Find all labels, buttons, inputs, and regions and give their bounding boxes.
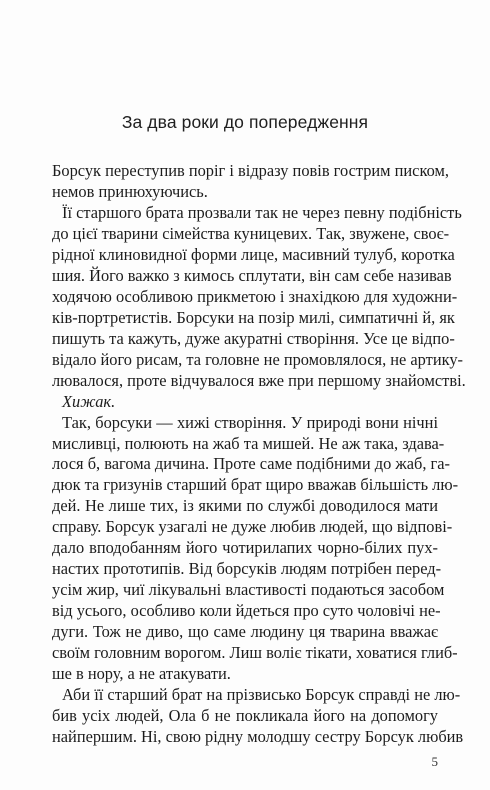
text-line: пишуть та кажуть, дуже акуратні створіння. Усе це відпо- <box>52 329 455 348</box>
text-line: немов принюхуючись. <box>52 182 208 201</box>
text-line: лося б, вагома дичина. Проте саме подібними до жаб, га- <box>52 454 451 473</box>
chapter-title: За два роки до попередження <box>121 112 369 132</box>
text-line: до цієї тварини сімейства куницевих. Так, звужене, своє- <box>52 224 450 243</box>
text-line: настих прототипів. Від борсуків людям потрібен перед- <box>52 559 442 578</box>
text-line: лювалося, проте відчувалося вже при першому знайомстві. <box>52 371 466 390</box>
text-line: Її старшого брата прозвали так не через певну подібність <box>62 203 462 222</box>
text-line: ходячою особливою прикметою і знахідкою для художни- <box>52 287 458 306</box>
text-line: від усього, особливо коли йдеться про суто чоловічі не- <box>52 601 441 620</box>
text-line: ше в нору, а не атакувати. <box>52 664 231 683</box>
text-line: своїм головним ворогом. Лиш воліє тікати, ховатися глиб- <box>52 643 458 662</box>
text-line: усім жир, чиї лікувальні властивості подаються засобом <box>52 580 445 599</box>
text-line: дуги. Тож не диво, що саме людину ця тварина вважає <box>52 622 438 641</box>
text-line: найпершим. Ні, свою рідну молодшу сестру Борсук любив <box>52 727 464 746</box>
text-line: дей. Не лише тих, із якими по службі доводилося мати <box>52 496 438 515</box>
text-line: Так, борсуки — хижі створіння. У природі вони нічні <box>62 413 438 432</box>
text-line: відало його рисам, та головне не промовлялося, не артику- <box>52 350 463 369</box>
text-line: Аби її старший брат на прізвисько Борсук справді не лю- <box>62 685 461 704</box>
text-line: шия. Його важко з кимось сплутати, він сам себе називав <box>52 266 452 285</box>
text-line: дало вподобанням його чотирилапих чорно-білих пух- <box>52 538 438 557</box>
text-line: бив усіх людей, Ола б не покликала його на допомогу <box>52 706 438 725</box>
text-line: рідної клиновидної форми лице, масивний тулуб, коротка <box>52 245 455 264</box>
text-line: мисливці, полюють на жаб та мишей. Не аж така, здава- <box>52 434 445 453</box>
text-line: дюк та гризунів старший брат щиро вважав більшість лю- <box>52 475 459 494</box>
text-line: ків-портретистів. Борсуки на позір милі, симпатичні й, як <box>52 308 455 327</box>
text-line: Борсук переступив поріг і відразу повів гострим писком, <box>52 161 449 180</box>
text-line: справу. Борсук узагалі не дуже любив людей, що відпові- <box>52 517 453 536</box>
page-number: 5 <box>431 754 438 769</box>
text-line: Хижак. <box>62 392 116 411</box>
